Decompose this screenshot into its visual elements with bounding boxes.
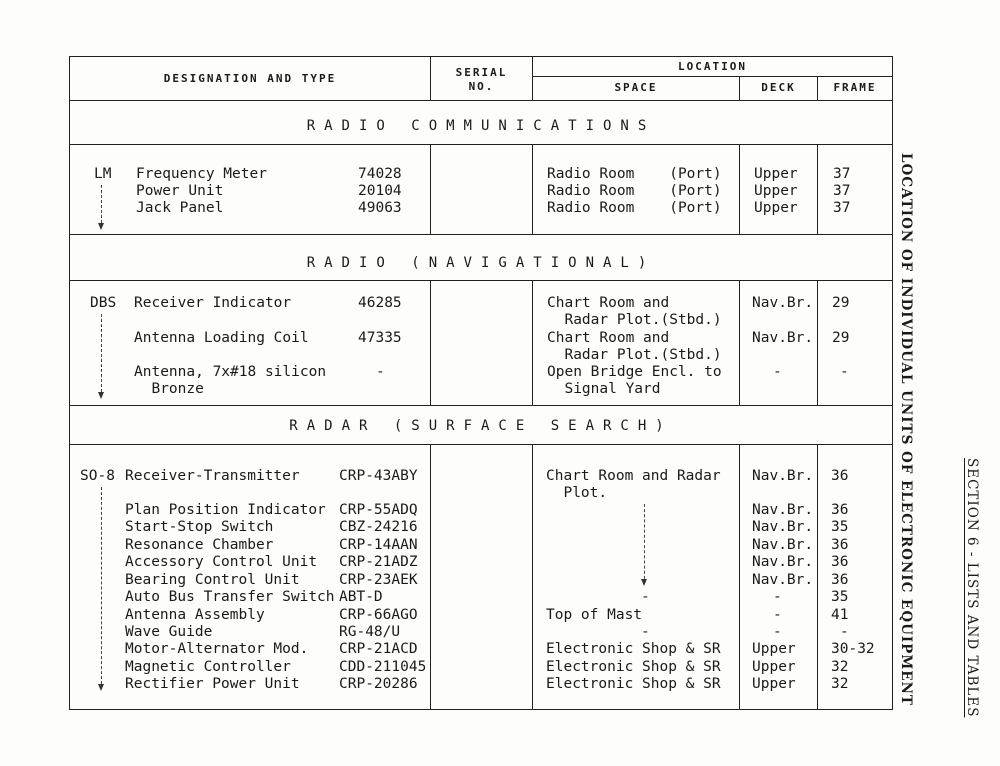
equipment-name: Accessory Control Unit: [125, 554, 318, 570]
deck: Upper: [754, 200, 798, 216]
frame: 32: [831, 676, 849, 692]
frame: 36: [831, 468, 849, 484]
type-number: CRP-21ADZ: [339, 554, 418, 570]
equipment-name: Wave Guide: [125, 624, 213, 640]
group-arrow: [101, 487, 102, 689]
frame: 36: [831, 502, 849, 518]
frame: 37: [833, 183, 851, 199]
frame: -: [840, 364, 849, 380]
equipment-name: Rectifier Power Unit: [125, 676, 300, 692]
equipment-name: Antenna Assembly: [125, 607, 265, 623]
deck: -: [773, 624, 782, 640]
location-header: LOCATION: [678, 60, 747, 73]
type-number: CRP-43ABY: [339, 468, 418, 484]
equipment-name: Start-Stop Switch: [125, 519, 274, 535]
group-arrow: [101, 314, 102, 397]
section-title-radar-surface-search: RADAR (SURFACE SEARCH): [289, 418, 673, 434]
group-arrow: [101, 185, 102, 228]
serial-header-line2: NO.: [468, 80, 495, 93]
type-number: 74028: [358, 166, 402, 182]
space: Chart Room and: [547, 295, 670, 311]
deck: Nav.Br.: [752, 502, 814, 518]
deck: Nav.Br.: [752, 572, 814, 588]
deck: Upper: [752, 641, 796, 657]
type-number: CRP-66AGO: [339, 607, 418, 623]
frame-header: FRAME: [833, 81, 877, 94]
equipment-name: Receiver Indicator: [134, 295, 292, 311]
frame: 32: [831, 659, 849, 675]
type-number: CRP-55ADQ: [339, 502, 418, 518]
frame: 36: [831, 554, 849, 570]
section-code-dbs: DBS: [90, 295, 117, 311]
frame: 30-32: [831, 641, 875, 657]
type-number: 47335: [358, 330, 402, 346]
equipment-name-continued: Bronze: [134, 381, 204, 397]
equipment-name: Power Unit: [136, 183, 224, 199]
space-continued: Radar Plot.(Stbd.): [547, 312, 722, 328]
deck: Nav.Br.: [752, 554, 814, 570]
section-code-so-8: SO-8: [80, 468, 115, 484]
equipment-name: Plan Position Indicator: [125, 502, 326, 518]
type-number: RG-48/U: [339, 624, 401, 640]
frame: 29: [832, 295, 850, 311]
frame: -: [840, 624, 849, 640]
space-continued: Signal Yard: [547, 381, 661, 397]
deck-header: DECK: [761, 81, 796, 94]
space: Chart Room and: [547, 330, 670, 346]
deck: Upper: [752, 659, 796, 675]
equipment-name: Receiver-Transmitter: [125, 468, 300, 484]
section-title-radio-navigational: RADIO (NAVIGATIONAL): [306, 255, 656, 271]
deck: Upper: [754, 183, 798, 199]
equipment-name: Magnetic Controller: [125, 659, 291, 675]
frame: 37: [833, 166, 851, 182]
type-number: CRP-23AEK: [339, 572, 418, 588]
deck: Nav.Br.: [752, 468, 814, 484]
space: Chart Room and Radar: [546, 468, 721, 484]
space-continuation-arrow: [644, 504, 645, 584]
space: Top of Mast: [546, 607, 643, 623]
type-number: CRP-21ACD: [339, 641, 418, 657]
type-number: 46285: [358, 295, 402, 311]
space: Radio Room (Port): [547, 183, 722, 199]
type-number: CBZ-24216: [339, 519, 418, 535]
deck: Nav.Br.: [752, 519, 814, 535]
deck: Nav.Br.: [752, 330, 814, 346]
space: Electronic Shop & SR: [546, 659, 721, 675]
deck: Upper: [754, 166, 798, 182]
side-title: LOCATION OF INDIVIDUAL UNITS OF ELECTRONIC EQUIPMENT: [898, 153, 914, 706]
frame: 35: [831, 589, 849, 605]
frame: 29: [832, 330, 850, 346]
equipment-name: Jack Panel: [136, 200, 224, 216]
equipment-name: Antenna Loading Coil: [134, 330, 309, 346]
deck: Nav.Br.: [752, 537, 814, 553]
equipment-name: Antenna, 7x#18 silicon: [134, 364, 327, 380]
space: Open Bridge Encl. to: [547, 364, 722, 380]
space: -: [641, 589, 650, 605]
equipment-name: Auto Bus Transfer Switch: [125, 589, 335, 605]
frame: 36: [831, 572, 849, 588]
deck: -: [773, 364, 782, 380]
deck: -: [773, 607, 782, 623]
space-continued: Radar Plot.(Stbd.): [547, 347, 722, 363]
equipment-name: Motor-Alternator Mod.: [125, 641, 309, 657]
equipment-name: Frequency Meter: [136, 166, 267, 182]
deck: -: [773, 589, 782, 605]
type-number: CRP-14AAN: [339, 537, 418, 553]
section-title-radio-communications: RADIO COMMUNICATIONS: [306, 118, 656, 134]
section-code-lm: LM: [94, 166, 112, 182]
type-number: CRP-20286: [339, 676, 418, 692]
space-header: SPACE: [614, 81, 658, 94]
side-section-label: SECTION 6 - LISTS AND TABLES: [964, 458, 980, 718]
type-number: ABT-D: [339, 589, 383, 605]
deck: Nav.Br.: [752, 295, 814, 311]
type-number: 20104: [358, 183, 402, 199]
serial-header-line1: SERIAL: [455, 66, 508, 79]
frame: 36: [831, 537, 849, 553]
frame: 41: [831, 607, 849, 623]
space: Electronic Shop & SR: [546, 676, 721, 692]
space-continued: Plot.: [546, 485, 608, 501]
frame: 37: [833, 200, 851, 216]
type-number: 49063: [358, 200, 402, 216]
designation-header: DESIGNATION AND TYPE: [163, 72, 337, 85]
space: Electronic Shop & SR: [546, 641, 721, 657]
type-number: CDD-211045: [339, 659, 427, 675]
frame: 35: [831, 519, 849, 535]
equipment-name: Bearing Control Unit: [125, 572, 300, 588]
space: Radio Room (Port): [547, 166, 722, 182]
space: Radio Room (Port): [547, 200, 722, 216]
deck: Upper: [752, 676, 796, 692]
equipment-name: Resonance Chamber: [125, 537, 274, 553]
type-number: -: [376, 364, 385, 380]
space: -: [641, 624, 650, 640]
